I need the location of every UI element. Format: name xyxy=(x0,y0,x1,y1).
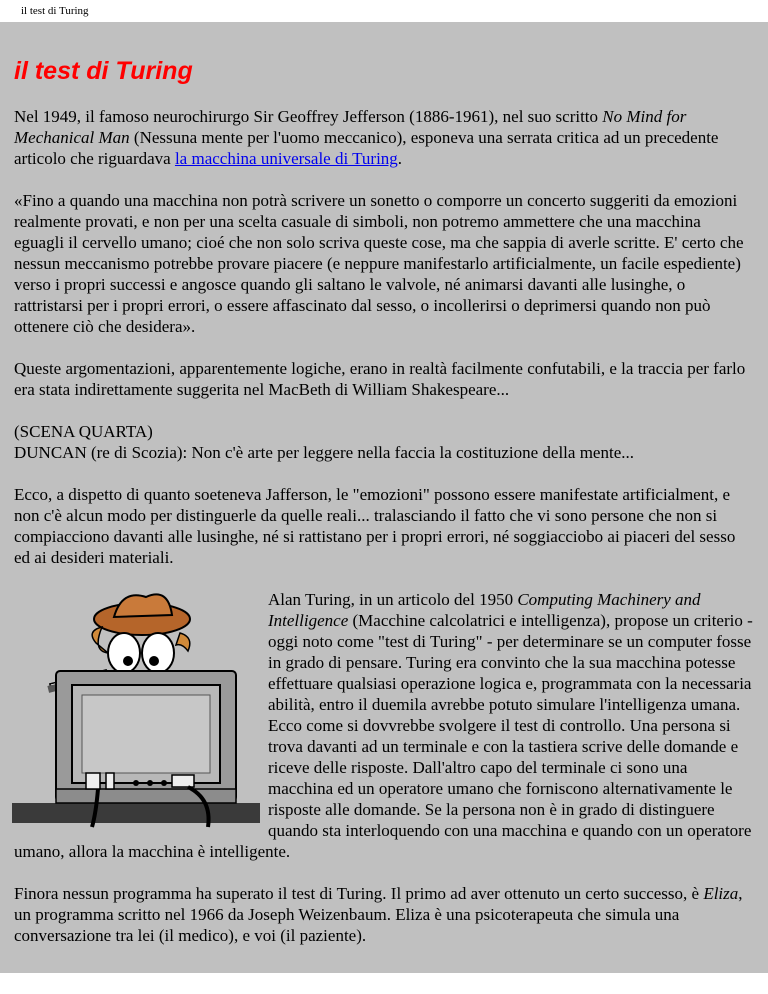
page-body xyxy=(0,22,768,973)
paragraph-text: Finora nessun programma ha superato il test di Turing. Il primo ad aver ottenuto un certo successo, è xyxy=(14,884,704,903)
paragraph-text: Nel 1949, il famoso neurochirurgo Sir Geoffrey Jefferson (1886-1961), nel suo scritto xyxy=(14,107,603,126)
paragraph-jefferson xyxy=(14,106,754,169)
paragraph-eliza xyxy=(14,883,754,946)
paragraph-macbeth xyxy=(14,421,754,463)
paragraph-text: . xyxy=(397,149,403,168)
paragraph-text: (Nessuna mente per l'uomo meccanico), esponeva una serrata critica ad un precedente articolo che riguardava xyxy=(14,128,719,168)
link-universal-machine[interactable]: la macchina universale di Turing xyxy=(174,149,398,168)
paragraph-arguments: Queste argomentazioni, apparentemente logiche, erano in realtà facilmente confutabili, e la traccia per farlo era stata indirettamente suggerita nel MacBeth di William Shakespeare... xyxy=(14,359,746,399)
paragraph-emotions: Ecco, a dispetto di quanto soeteneva Jafferson, le "emozioni" possono essere manifestate artificialment, e non c'è alcun modo per distinguerle da quelle reali... tralasciando il fatto che vi sono persone che non si compiacciono davanti alle lusinghe, né si rattistano per i propri errori, né soggiacciobo ai piaceri del sesso ed ai desideri materiali. xyxy=(14,485,736,567)
cartoon-man-at-computer-icon xyxy=(12,591,260,835)
scene-label: (SCENA QUARTA) xyxy=(14,422,153,441)
quote-jefferson: «Fino a quando una macchina non potrà scrivere un sonetto o comporre un concerto suggeriti da emozioni realmente provati, e non per una scelta casuale di simboli, non potremo ammettere che una macchina eguagli il cervello umano; cioé che non solo scriva queste cose, ma che sappia di averle scritte. E' certo che nessun meccanismo potrebbe provare piacere (e neppure manifestarlo artificialmente, un facile espediente) verso i propri successi e angosce quando gli saltano le valvole, né animarsi davanti alle lusinghe, o rattristarsi per i propri errori, o essere affascinato dal sesso, o incollerirsi o deprimersi quando non può ottenere ciò che desidera». xyxy=(14,191,744,336)
turing-section xyxy=(14,589,754,862)
article xyxy=(14,50,754,967)
window-title: il test di Turing xyxy=(0,0,768,22)
bottom-margin xyxy=(0,973,768,994)
macbeth-quote: DUNCAN (re di Scozia): Non c'è arte per leggere nella faccia la costituzione della mente... xyxy=(14,443,634,462)
paragraph-text: (Macchine calcolatrici e intelligenza), propose un criterio - oggi noto come "test di Turing" - per determinare se un computer fosse in grado di pensare. Turing era convinto che la sua macchina potesse effettuare qualsiasi operazione logica e, programmata con la necessaria abilità, entro il duemila avrebbe potuto simulare l'intelligenza umana. xyxy=(268,611,753,714)
program-name: Eliza xyxy=(703,884,739,903)
book-title: Computing Machinery and Intelligence xyxy=(268,590,701,630)
page-title: il test di Turing xyxy=(14,57,193,85)
paragraph-text: Ecco come si dovvrebbe svolgere il test di controllo. Una persona si trova davanti ad un terminale e con la tastiera scrive delle domande e riceve delle risposte. Dall'altro capo del terminale ci sono una macchina ed un operatore umano che forniscono alternativamente le risposte alle domande. Se la persona non è in grado di distinguere quando sta interloquendo con una macchina e quando con un operatore umano, allora la macchina è intelligente. xyxy=(14,716,752,861)
paragraph-text: , un programma scritto nel 1966 da Joseph Weizenbaum. Eliza è una psicoterapeuta che simula una conversazione tra lei (il medico), e voi (il paziente). xyxy=(14,884,743,945)
book-title: No Mind for Mechanical Man xyxy=(14,107,687,147)
paragraph-text: Alan Turing, in un articolo del 1950 xyxy=(268,590,518,609)
